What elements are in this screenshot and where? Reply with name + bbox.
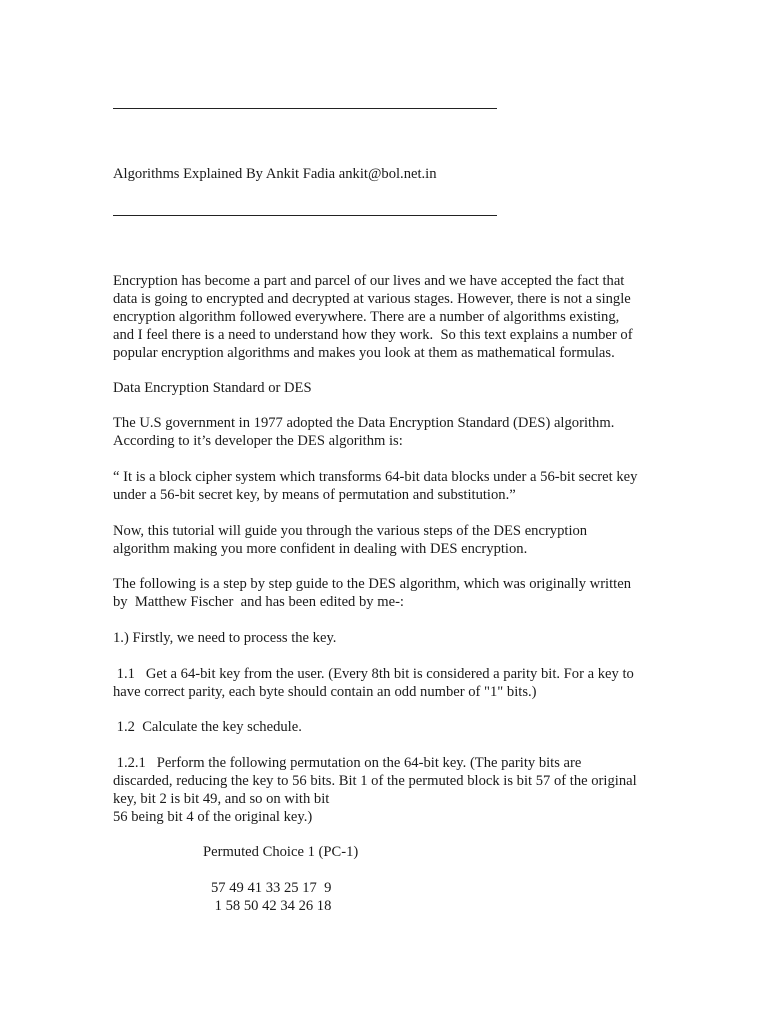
intro-line: data is going to encrypted and decrypted at various stages. However, there is not a single [113,291,631,307]
quote-line: “ It is a block cipher system which transforms 64-bit data blocks under a 56-bit secret key [113,469,638,485]
intro-line: encryption algorithm followed everywhere. There are a number of algorithms existing, [113,309,620,325]
pc1-row: 57 49 41 33 25 17 9 [211,880,332,896]
pc1-row: 1 58 50 42 34 26 18 [211,898,332,914]
intro-line: popular encryption algorithms and makes you look at them as mathematical formulas. [113,345,615,361]
paragraph-line: by Matthew Fischer and has been edited by me-: [113,594,404,610]
guide-paragraph [113,575,673,611]
pc1-title: Permuted Choice 1 (PC-1) [203,844,359,860]
separator-line-bottom [113,215,497,216]
byline: Algorithms Explained By Ankit Fadia ankit@bol.net.in [113,166,437,182]
section-heading-des: Data Encryption Standard or DES [113,380,312,396]
paragraph-line: 1.1 Get a 64-bit key from the user. (Every 8th bit is considered a parity bit. For a key to [113,666,634,682]
des-adopted-paragraph [113,414,673,450]
step-1-1 [113,665,673,701]
step-1-2-1 [113,754,673,826]
paragraph-line: key, bit 2 is bit 49, and so on with bit [113,791,330,807]
paragraph-line: The following is a step by step guide to the DES algorithm, which was originally written [113,576,631,592]
intro-paragraph [113,272,673,362]
paragraph-line: Now, this tutorial will guide you through the various steps of the DES encryption [113,523,588,539]
paragraph-line: discarded, reducing the key to 56 bits. Bit 1 of the permuted block is bit 57 of the original [113,773,637,789]
paragraph-line: The U.S government in 1977 adopted the Data Encryption Standard (DES) algorithm. [113,415,615,431]
intro-line: and I feel there is a need to understand how they work. So this text explains a number of [113,327,633,343]
paragraph-line: 1.2.1 Perform the following permutation on the 64-bit key. (The parity bits are [113,755,582,771]
paragraph-line: According to it’s developer the DES algorithm is: [113,433,403,449]
paragraph-line: algorithm making you more confident in dealing with DES encryption. [113,541,528,557]
tutorial-paragraph [113,522,673,558]
pc1-table [211,879,511,915]
des-quote [113,468,673,504]
step-1: 1.) Firstly, we need to process the key. [113,630,337,646]
paragraph-line: have correct parity, each byte should contain an odd number of "1" bits.) [113,684,537,700]
paragraph-line: 56 being bit 4 of the original key.) [113,809,313,825]
intro-line: Encryption has become a part and parcel of our lives and we have accepted the fact that [113,273,625,289]
quote-line: under a 56-bit secret key, by means of permutation and substitution.” [113,487,516,503]
separator-line-top [113,108,497,109]
step-1-2: 1.2 Calculate the key schedule. [113,719,302,735]
